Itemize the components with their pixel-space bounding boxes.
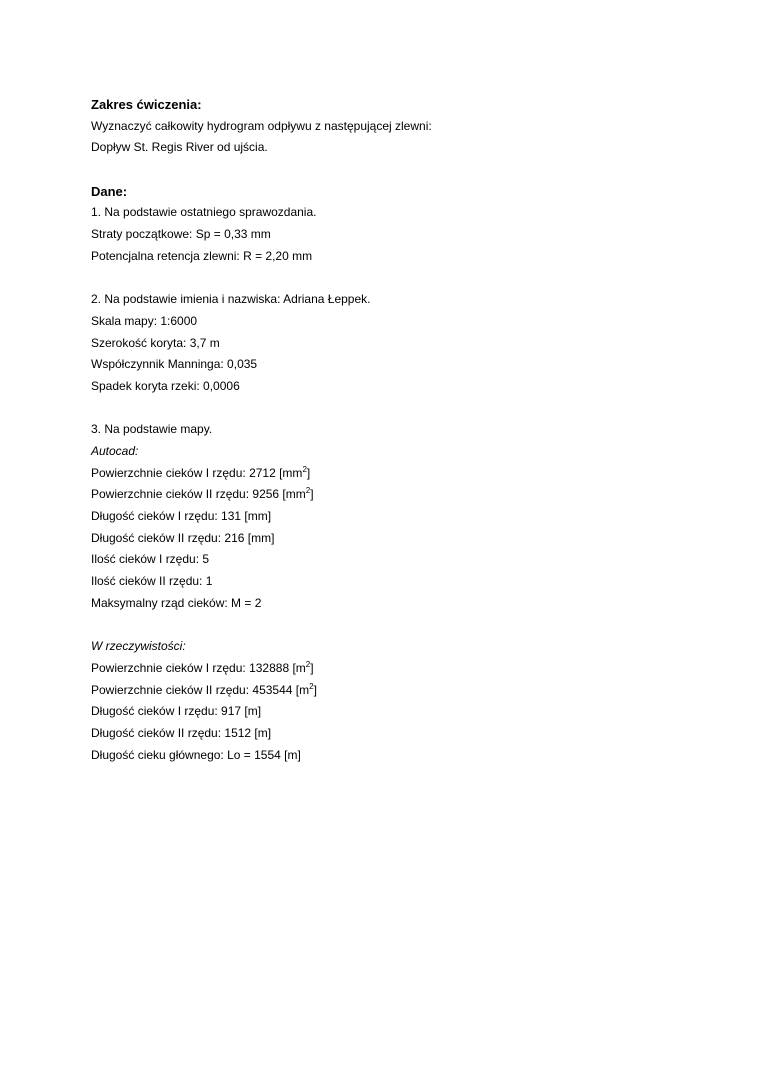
data-line: Współczynnik Manninga: 0,035 [91,357,258,372]
text: ] [310,487,314,502]
data-line: Skala mapy: 1:6000 [91,313,198,328]
text: ] [313,682,317,697]
data-line: Długość cieku głównego: Lo = 1554 [m] [91,747,301,762]
scope-line: Wyznaczyć całkowity hydrogram odpływu z następującej zlewni: [91,118,432,133]
data-line [91,484,691,506]
spacer [91,159,691,181]
subheading-reality: W rzeczywistości: [91,639,186,654]
data-line: Długość cieków I rzędu: 131 [mm] [91,509,272,524]
data-line: Maksymalny rząd cieków: M = 2 [91,595,262,610]
superscript: 2 [305,659,311,669]
section-heading-data: Dane: [91,183,128,199]
data-line: Straty początkowe: Sp = 0,33 mm [91,227,271,242]
data-line [91,680,691,702]
superscript: 2 [309,681,314,691]
data-line: Ilość cieków I rzędu: 5 [91,552,210,567]
spacer [91,615,691,637]
spacer [91,268,691,290]
data-line: 3. Na podstawie mapy. [91,422,213,437]
text: Powierzchnie cieków II rzędu: 453544 [m [91,682,310,697]
scope-line: Dopływ St. Regis River od ujścia. [91,140,268,155]
data-line: Ilość cieków II rzędu: 1 [91,574,213,589]
spacer [91,398,691,420]
data-line: Długość cieków I rzędu: 917 [m] [91,704,262,719]
data-line: 1. Na podstawie ostatniego sprawozdania. [91,205,317,220]
data-line [91,658,691,680]
superscript: 2 [305,486,311,496]
data-line: Długość cieków II rzędu: 1512 [m] [91,725,272,740]
data-line: Szerokość koryta: 3,7 m [91,335,220,350]
data-line: Spadek koryta rzeki: 0,0006 [91,378,240,393]
text: Powierzchnie cieków I rzędu: 132888 [m [91,660,306,675]
section-heading-scope: Zakres ćwiczenia: [91,97,202,112]
superscript: 2 [302,464,307,474]
data-line: 2. Na podstawie imienia i nazwiska: Adriana Łeppek. [91,292,371,307]
data-line: Potencjalna retencja zlewni: R = 2,20 mm [91,248,313,263]
data-line: Długość cieków II rzędu: 216 [mm] [91,530,275,545]
subheading-autocad: Autocad: [91,444,139,458]
document-body [91,94,691,766]
data-line [91,463,691,485]
text: Powierzchnie cieków I rzędu: 2712 [mm [91,465,303,480]
text: Powierzchnie cieków II rzędu: 9256 [mm [91,487,306,502]
text: ] [306,465,311,480]
text: ] [310,660,314,675]
